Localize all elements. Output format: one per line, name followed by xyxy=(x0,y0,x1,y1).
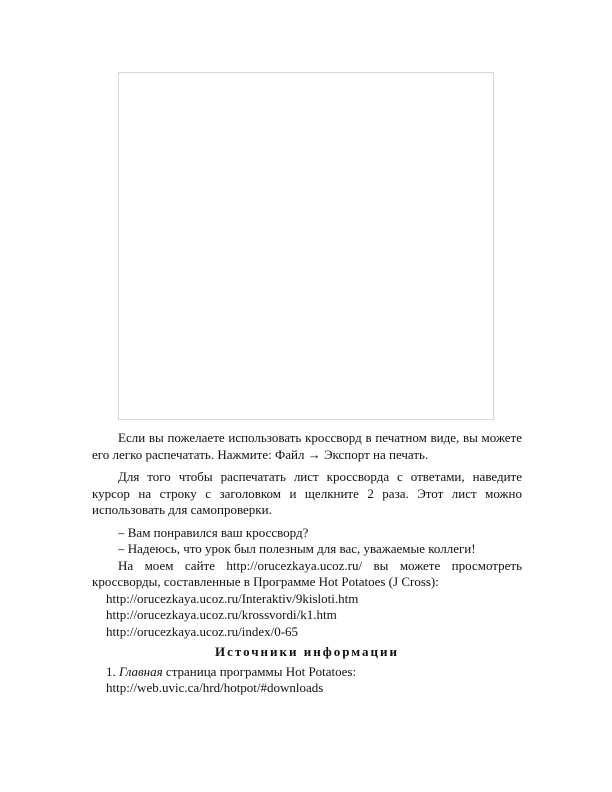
source-item-1 xyxy=(106,664,522,681)
dialog-answer: – Надеюсь, что урок был полезным для вас, уважаемые коллеги! xyxy=(118,541,476,556)
source-text: страница программы Hot Potatoes: xyxy=(162,663,357,679)
paragraph-print: Если вы пожелаете использовать кроссворд в печатном виде, вы можете его легко распечатать. Нажмите: Файл → Экспорт на печать. xyxy=(92,430,522,462)
crossword-image-placeholder xyxy=(118,72,494,420)
source-number: 1. xyxy=(106,663,116,679)
link-3[interactable]: http://orucezkaya.ucoz.ru/index/0-65 xyxy=(106,623,299,639)
body-text xyxy=(92,430,522,697)
sources-heading: Источники информации xyxy=(214,644,400,659)
link-1[interactable]: http://orucezkaya.ucoz.ru/Interaktiv/9kisloti.htm xyxy=(106,590,359,606)
paragraph-site: На моем сайте http://orucezkaya.ucoz.ru/ вы можете просмотреть кроссворды, составленные в Программе Hot Potatoes (J Cross): xyxy=(92,557,522,589)
paragraph-answers: Для того чтобы распечатать лист кроссворда с ответами, наведите курсор на строку с заголовком и щелкните 2 раза. Этот лист можно использовать для самопроверки. xyxy=(92,469,522,517)
link-2[interactable]: http://orucezkaya.ucoz.ru/krossvordi/k1.htm xyxy=(106,607,337,622)
dialog-question: – Вам понравился ваш кроссворд? xyxy=(118,524,309,540)
source-url[interactable]: http://web.uvic.ca/hrd/hotpot/#downloads xyxy=(106,680,324,695)
source-emphasis: Главная xyxy=(119,663,163,679)
